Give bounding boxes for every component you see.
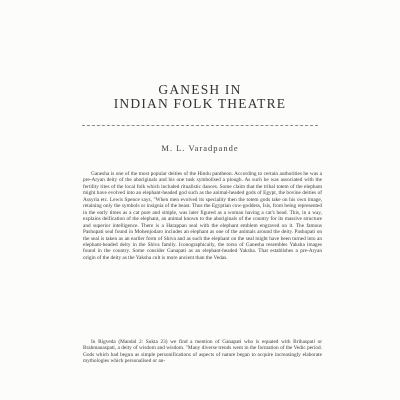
body-paragraph-2: In Rigveda (Mandal 2: Sukta 23) we find a mention of Ganapati who is equated with Brihaspati or Brahmanaspati, a deity of wisdom and wisdom. "Many diverse trends went in the formation of the Vedic period. Gods which had begun as simple personifications of aspects of nature began to acquire increasingly elaborate mythologies which personalised or an- [83,339,322,365]
title-divider [82,125,318,126]
body-paragraph-1: Ganesha is one of the most popular deities of the Hindu pantheon. According to certain authorities he was a pre-Aryan deity of the aboriginals and his one tusk symbolised a plough. As such he was associated with the fertility rites of the local folk which included ritualistic dances. Some claim that the tribal totem of the elephant might have evolved into an elephant-headed god such as the animal-headed gods of Egypt, the bovine deities of Assyria etc. Lewis Spence says, "When men evolved its speciality then the totem gods take on his own image, retaining only the symbols or insignia of the beast. Thus the Egyptian cow-goddess, Isis, from being represented in the early times as a cat pure and simple, was later figured as a woman having a cat's head. This, in a way, explains deification of the elephant, an animal known to the aboriginals of the country for its massive structure and superior intelligence. There is a Harappan seal with the elephant emblem engraved on it. The famous Pashupati seal found in Mohenjodaro includes an elephant as one of the animals around the deity. Pashupati on the seal is taken as an earlier form of Shiva and as such the elephant on the seal might have been turned into an elephant-headed deity in the Shiva family. Iconographically, the torso of Ganesha resembles Yaksha images found in the country. Some consider Ganapati as an elephant-headed Yaksha. That establishes a pre-Aryan origin of the deity as the Yaksha cult is more ancient than the Vedas. [83,171,322,261]
article-title-line-1: GANESH IN [158,82,242,97]
author-name: M. L. Varadpande [161,143,239,153]
article-title-line-2: INDIAN FOLK THEATRE [113,96,287,111]
